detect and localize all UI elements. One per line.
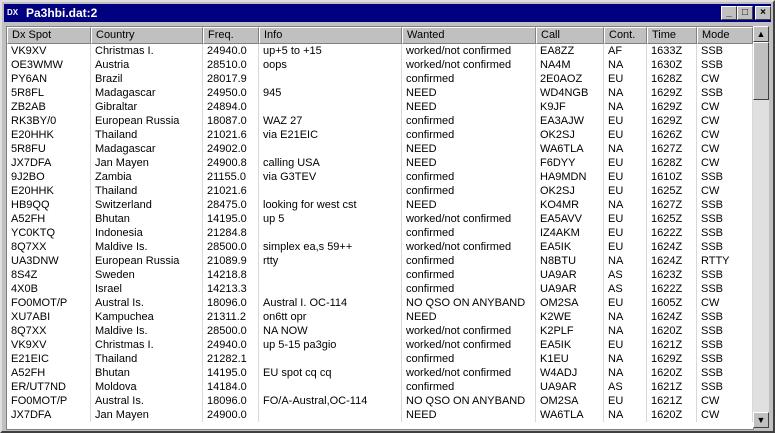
cell-cont: AS [604,282,647,296]
cell-wanted: confirmed [402,268,536,282]
cell-mode: SSB [697,86,753,100]
cell-spot: PY6AN [7,72,91,86]
cell-mode: SSB [697,310,753,324]
cell-cont: AF [604,44,647,58]
table-row[interactable] [7,338,753,352]
cell-freq: 28500.0 [203,324,259,338]
cell-mode: CW [697,128,753,142]
cell-freq: 14195.0 [203,366,259,380]
table-row[interactable] [7,310,753,324]
cell-call: EA5IK [536,338,604,352]
cell-time: 1621Z [647,380,697,394]
column-header-info[interactable]: Info [259,27,402,44]
cell-cont: EU [604,184,647,198]
column-header-wanted[interactable]: Wanted [402,27,536,44]
cell-wanted: worked/not confirmed [402,240,536,254]
cell-spot: 5R8FU [7,142,91,156]
cell-cont: EU [604,338,647,352]
cell-call: HA9MDN [536,170,604,184]
cell-freq: 28510.0 [203,58,259,72]
cell-country: Madagascar [91,142,203,156]
column-header-time[interactable]: Time [647,27,697,44]
cell-info: WAZ 27 [259,114,402,128]
cell-mode: CW [697,156,753,170]
cell-country: Christmas I. [91,338,203,352]
cell-country: Madagascar [91,86,203,100]
cell-freq: 18087.0 [203,114,259,128]
cell-cont: NA [604,352,647,366]
cell-country: Sweden [91,268,203,282]
cell-time: 1633Z [647,44,697,58]
cell-country: Austral Is. [91,296,203,310]
cell-spot: 9J2BO [7,170,91,184]
cell-call: K2WE [536,310,604,324]
cell-mode: CW [697,296,753,310]
cell-info: up 5-15 pa3gio [259,338,402,352]
cell-call: EA8ZZ [536,44,604,58]
cell-mode: SSB [697,240,753,254]
cell-mode: SSB [697,282,753,296]
cell-spot: VK9XV [7,44,91,58]
cell-time: 1605Z [647,296,697,310]
cell-wanted: confirmed [402,226,536,240]
cell-call: F6DYY [536,156,604,170]
cell-freq: 14195.0 [203,212,259,226]
table-row[interactable] [7,198,753,212]
table-row[interactable] [7,184,753,198]
cell-freq: 24902.0 [203,142,259,156]
cell-time: 1620Z [647,408,697,422]
cell-mode: CW [697,72,753,86]
cell-cont: EU [604,296,647,310]
cell-info [259,100,402,114]
table-row[interactable] [7,352,753,366]
close-button[interactable]: × [755,6,771,20]
cell-cont: EU [604,72,647,86]
cell-freq: 14184.0 [203,380,259,394]
cell-call: K1EU [536,352,604,366]
cell-wanted: confirmed [402,114,536,128]
cell-spot: UA3DNW [7,254,91,268]
cell-call: UA9AR [536,268,604,282]
cell-cont: EU [604,128,647,142]
cell-info: rtty [259,254,402,268]
cell-freq: 18096.0 [203,394,259,408]
cell-mode: CW [697,142,753,156]
cell-country: Thailand [91,184,203,198]
scroll-thumb[interactable] [753,42,769,100]
cell-mode: SSB [697,324,753,338]
cell-cont: EU [604,114,647,128]
cell-wanted: NEED [402,86,536,100]
cell-time: 1629Z [647,100,697,114]
cell-spot: ZB2AB [7,100,91,114]
cell-spot: OE3WMW [7,58,91,72]
cell-wanted: worked/not confirmed [402,366,536,380]
cell-info: up 5 [259,212,402,226]
cell-cont: AS [604,380,647,394]
column-header-country[interactable]: Country [91,27,203,44]
table-row[interactable] [7,380,753,394]
cell-spot: 8Q7XX [7,240,91,254]
cell-info [259,352,402,366]
cell-time: 1623Z [647,268,697,282]
cell-freq: 24950.0 [203,86,259,100]
cell-mode: SSB [697,170,753,184]
cell-spot: 5R8FL [7,86,91,100]
cell-wanted: confirmed [402,72,536,86]
cell-spot: VK9XV [7,338,91,352]
cell-info [259,184,402,198]
title-bar[interactable] [4,4,771,22]
cell-info: via E21EIC [259,128,402,142]
table-row[interactable] [7,72,753,86]
cell-freq: 24900.0 [203,408,259,422]
cell-cont: NA [604,324,647,338]
cell-wanted: worked/not confirmed [402,44,536,58]
table-row[interactable] [7,240,753,254]
cell-info: simplex ea,s 59++ [259,240,402,254]
cell-freq: 18096.0 [203,296,259,310]
cell-spot: XU7ABI [7,310,91,324]
cell-info: oops [259,58,402,72]
cell-wanted: NEED [402,100,536,114]
cell-wanted: NEED [402,408,536,422]
column-header-cont[interactable]: Cont. [604,27,647,44]
cell-mode: SSB [697,44,753,58]
cell-cont: EU [604,226,647,240]
cell-cont: NA [604,100,647,114]
cell-info: 945 [259,86,402,100]
column-header-freq[interactable]: Freq. [203,27,259,44]
app-icon[interactable]: DX [7,8,19,17]
cell-mode: SSB [697,352,753,366]
cell-time: 1610Z [647,170,697,184]
cell-info: calling USA [259,156,402,170]
cell-time: 1628Z [647,156,697,170]
table-row[interactable] [7,142,753,156]
cell-call: WD4NGB [536,86,604,100]
cell-spot: JX7DFA [7,156,91,170]
cell-time: 1625Z [647,184,697,198]
cell-cont: NA [604,142,647,156]
cell-mode: SSB [697,212,753,226]
cell-cont: AS [604,268,647,282]
cell-info [259,408,402,422]
cell-info: on6tt opr [259,310,402,324]
table-row[interactable] [7,212,753,226]
cell-cont: NA [604,198,647,212]
cell-spot: E21EIC [7,352,91,366]
cell-spot: FO0MOT/P [7,394,91,408]
scroll-up-button[interactable]: ▲ [753,26,769,42]
table-row[interactable] [7,254,753,268]
cell-time: 1626Z [647,128,697,142]
cell-cont: NA [604,86,647,100]
cell-country: Thailand [91,128,203,142]
cell-country: Jan Mayen [91,156,203,170]
cell-country: Kampuchea [91,310,203,324]
cell-info: EU spot cq cq [259,366,402,380]
cell-country: Switzerland [91,198,203,212]
window-title: Pa3hbi.dat:2 [26,6,98,20]
cell-country: Maldive Is. [91,324,203,338]
cell-time: 1630Z [647,58,697,72]
cell-call: K2PLF [536,324,604,338]
cell-time: 1620Z [647,324,697,338]
cell-freq: 21089.9 [203,254,259,268]
cell-cont: NA [604,408,647,422]
cell-time: 1625Z [647,212,697,226]
cell-spot: RK3BY/0 [7,114,91,128]
cell-wanted: confirmed [402,128,536,142]
cell-call: NA4M [536,58,604,72]
table-row[interactable] [7,100,753,114]
cell-cont: NA [604,310,647,324]
minimize-button[interactable]: _ [721,6,737,20]
cell-wanted: confirmed [402,254,536,268]
cell-freq: 24940.0 [203,44,259,58]
cell-country: Maldive Is. [91,240,203,254]
cell-country: Moldova [91,380,203,394]
cell-freq: 14218.8 [203,268,259,282]
cell-wanted: confirmed [402,184,536,198]
cell-mode: CW [697,408,753,422]
cell-call: KO4MR [536,198,604,212]
cell-wanted: NEED [402,142,536,156]
cell-call: WA6TLA [536,408,604,422]
cell-country: Thailand [91,352,203,366]
cell-mode: SSB [697,226,753,240]
cell-wanted: worked/not confirmed [402,324,536,338]
cell-freq: 21021.6 [203,184,259,198]
cell-spot: 4X0B [7,282,91,296]
cell-freq: 21155.0 [203,170,259,184]
cell-freq: 28500.0 [203,240,259,254]
cell-time: 1621Z [647,338,697,352]
cell-spot: JX7DFA [7,408,91,422]
cell-call: EA5AVV [536,212,604,226]
table-header [7,27,753,44]
cell-wanted: confirmed [402,380,536,394]
cell-time: 1629Z [647,114,697,128]
cell-freq: 21021.6 [203,128,259,142]
cell-time: 1621Z [647,394,697,408]
cell-info [259,226,402,240]
cell-mode: CW [697,114,753,128]
cell-wanted: NEED [402,198,536,212]
cell-time: 1624Z [647,240,697,254]
cell-wanted: NO QSO ON ANYBAND [402,296,536,310]
table-row[interactable] [7,114,753,128]
cell-mode: SSB [697,380,753,394]
cell-spot: E20HHK [7,184,91,198]
cell-mode: CW [697,184,753,198]
cell-info: up+5 to +15 [259,44,402,58]
cell-spot: 8S4Z [7,268,91,282]
cell-time: 1627Z [647,198,697,212]
table-row[interactable] [7,296,753,310]
cell-call: UA9AR [536,380,604,394]
cell-mode: SSB [697,58,753,72]
cell-spot: A52FH [7,366,91,380]
cell-cont: NA [604,254,647,268]
cell-country: Austral Is. [91,394,203,408]
table-row[interactable] [7,128,753,142]
table-row[interactable] [7,282,753,296]
cell-country: Austria [91,58,203,72]
cell-mode: CW [697,394,753,408]
cell-call: 2E0AOZ [536,72,604,86]
vertical-scrollbar[interactable] [753,26,769,428]
table-row[interactable] [7,156,753,170]
table-row[interactable] [7,324,753,338]
cell-country: Brazil [91,72,203,86]
cell-call: OK2SJ [536,184,604,198]
cell-country: Jan Mayen [91,408,203,422]
cell-mode: SSB [697,366,753,380]
cell-freq: 14213.3 [203,282,259,296]
cell-cont: EU [604,212,647,226]
table-row[interactable] [7,86,753,100]
cell-info: NA NOW [259,324,402,338]
table-row[interactable] [7,408,753,422]
cell-info [259,142,402,156]
cell-call: N8BTU [536,254,604,268]
cell-country: Bhutan [91,212,203,226]
cell-freq: 28475.0 [203,198,259,212]
cell-call: EA3AJW [536,114,604,128]
cell-freq: 21311.2 [203,310,259,324]
cell-call: OK2SJ [536,128,604,142]
cell-mode: SSB [697,268,753,282]
cell-country: European Russia [91,114,203,128]
column-header-mode[interactable]: Mode [697,27,753,44]
column-header-call[interactable]: Call [536,27,604,44]
cell-wanted: confirmed [402,282,536,296]
cell-wanted: confirmed [402,352,536,366]
cell-mode: SSB [697,338,753,352]
cell-call: K9JF [536,100,604,114]
table-row[interactable] [7,366,753,380]
cell-freq: 21282.1 [203,352,259,366]
cell-time: 1622Z [647,282,697,296]
cell-call: OM2SA [536,394,604,408]
cell-wanted: worked/not confirmed [402,58,536,72]
cell-freq: 24900.8 [203,156,259,170]
cell-wanted: confirmed [402,170,536,184]
cell-freq: 28017.9 [203,72,259,86]
cell-spot: FO0MOT/P [7,296,91,310]
cell-spot: ER/UT7ND [7,380,91,394]
cell-time: 1624Z [647,310,697,324]
cell-info [259,282,402,296]
cell-spot: HB9QQ [7,198,91,212]
cell-info: via G3TEV [259,170,402,184]
cell-cont: EU [604,170,647,184]
table-row[interactable] [7,268,753,282]
cell-country: Gibraltar [91,100,203,114]
table-row[interactable] [7,58,753,72]
cell-freq: 24940.0 [203,338,259,352]
cell-wanted: worked/not confirmed [402,212,536,226]
cell-info: FO/A-Austral,OC-114 [259,394,402,408]
cell-mode: CW [697,100,753,114]
cell-info [259,380,402,394]
cell-cont: EU [604,394,647,408]
cell-call: W4ADJ [536,366,604,380]
cell-freq: 21284.8 [203,226,259,240]
cell-info: looking for west cst [259,198,402,212]
scroll-down-button[interactable]: ▼ [753,412,769,428]
cell-mode: SSB [697,198,753,212]
cell-wanted: NO QSO ON ANYBAND [402,394,536,408]
cell-spot: A52FH [7,212,91,226]
cell-cont: EU [604,240,647,254]
maximize-button[interactable]: □ [737,6,753,20]
cell-freq: 24894.0 [203,100,259,114]
cell-call: EA5IK [536,240,604,254]
cell-spot: 8Q7XX [7,324,91,338]
cell-country: Christmas I. [91,44,203,58]
cell-info [259,72,402,86]
cell-call: UA9AR [536,282,604,296]
table-row[interactable] [7,226,753,240]
cell-time: 1627Z [647,142,697,156]
cell-wanted: worked/not confirmed [402,338,536,352]
cell-wanted: NEED [402,310,536,324]
cell-time: 1628Z [647,72,697,86]
cell-time: 1629Z [647,352,697,366]
cell-time: 1624Z [647,254,697,268]
cell-country: Indonesia [91,226,203,240]
cell-country: Bhutan [91,366,203,380]
cell-call: IZ4AKM [536,226,604,240]
column-header-spot[interactable]: Dx Spot [7,27,91,44]
cell-cont: EU [604,156,647,170]
cell-info [259,268,402,282]
cell-call: WA6TLA [536,142,604,156]
cell-info: Austral I. OC-114 [259,296,402,310]
cell-time: 1622Z [647,226,697,240]
cell-wanted: NEED [402,156,536,170]
cell-time: 1620Z [647,366,697,380]
cell-call: OM2SA [536,296,604,310]
cell-spot: YC0KTQ [7,226,91,240]
cell-country: Zambia [91,170,203,184]
cell-cont: NA [604,58,647,72]
cell-country: Israel [91,282,203,296]
cell-cont: NA [604,366,647,380]
table-body [7,44,753,422]
spots-table [6,26,754,430]
cell-country: European Russia [91,254,203,268]
cell-spot: E20HHK [7,128,91,142]
cell-mode: RTTY [697,254,753,268]
table-row[interactable] [7,170,753,184]
cell-time: 1629Z [647,86,697,100]
table-row[interactable] [7,44,753,58]
table-row[interactable] [7,394,753,408]
